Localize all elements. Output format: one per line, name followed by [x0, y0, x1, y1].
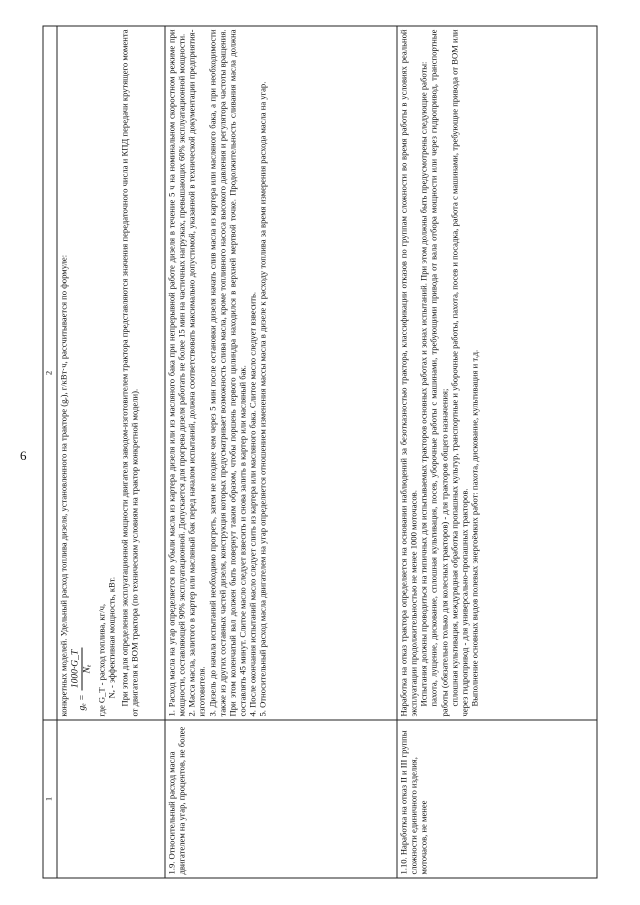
table-row [397, 26, 597, 878]
row0-right-cell [57, 26, 165, 720]
row1-p1: 1. Расход масла на угар определяется по убыли масла из картера дизеля или из масляного бака при непрерывной работе дизеля в течение 5 ч на номинальном скоростном режиме при мощности, составляющей 90% эксплуатационной. Допускается для прогрева дизеля работать не более 15 мин на частичных нагрузках, превышающих 60% эксплуатационной мощности. [166, 29, 187, 717]
rotated-page-content [43, 26, 598, 879]
row0-left-cell [57, 720, 165, 878]
row1-right-cell [165, 26, 397, 720]
header-col2: 2 [43, 26, 57, 720]
row2-p2: Испытания должны проводиться на типичных для испытываемых тракторов основных работах и зонах испытаний. При этом должны быть предусмотрены следующие работы: [418, 61, 429, 707]
row0-intro: конкретных моделей. Удельный расход топлива дизеля, установленного на тракторе (gₑ), г/кВт·ч, рассчитывается по формуле: [58, 254, 69, 717]
row2-p4: сплошная культивация, междурядная обработка пропашных культур, транспортные и уборочные работы, пахота, посев и посадка, работа с машинами, требующие привода от ВОМ или через гидропривод - для универсально-пропашных тракторов. [449, 29, 470, 717]
table-row [165, 26, 397, 878]
formula-lhs: gₑ = [77, 694, 88, 711]
row0-where2: Nₑ - эффективная мощность, кВт. [106, 576, 117, 699]
row0-note: При этом для определения эксплуатационной мощности двигателя заводом-изготовителем трактора представляются значения передаточного числа и КПД передачи крутящего момента от двигателя к ВОМ трактора (по техническим условиям на трактор конкретной модели). [119, 29, 140, 717]
row0-where1: где G_T - расход топлива, кг/ч, [96, 603, 107, 717]
table-header-row [43, 26, 57, 878]
row2-p5: Выполнение основных видов полевых энергоёмких работ: пахота, дискование, культивация и т.д. [469, 349, 480, 707]
row2-p3: пахота, лущение, дискование, сплошная культивация, посев, уборочные работы с машинами, требующими привода от вала отбора мощности или через гидропривод, транспортные работы (обязательно только для колесных тракторов) - для тракторов общего назначения; [428, 29, 450, 717]
header-col1: 1 [43, 720, 57, 878]
formula-denominator: Nₑ [82, 664, 93, 674]
table-row [57, 26, 165, 878]
row2-left-cell: 1.10. Наработка на отказ II и III группы сложности единичного изделия, моточасов, не менее [397, 720, 597, 878]
fuel-formula [71, 30, 94, 711]
row1-p4: 4. После окончания испытаний масло следует слить из картера или масляного бака. Слитое масло следует взвесить. [247, 291, 258, 717]
row1-left-cell: 1.9. Относительный расход масла двигателем на угар, процентов, не более [165, 720, 397, 878]
requirements-table [43, 26, 598, 879]
row1-p2: 2. Масса масла, залитого в картер или масляный бак перед началом испытаний, должна соответствовать максимально допустимой, указанной в технической документации предприятия-изготовителя. [186, 29, 207, 717]
formula-fraction [71, 648, 94, 690]
row1-p5: 5. Относительный расход масла двигателем на угар определяется отношением изменения массы масла в дизеле к расходу топлива за время измерения расхода масла на угар. [257, 81, 268, 717]
page-number: 6 [20, 448, 27, 463]
row2-p1: Наработка на отказ трактора определяется на основании наблюдений за безотказностью трактора, классификации отказов по группам сложности во время работы в условиях реальной эксплуатации продолжительностью не менее 1000 моточасов. [398, 29, 419, 717]
row1-p3: 3. Дизель до начала испытаний необходимо прогреть, затем не позднее чем через 5 мин после остановки дизеля начать слив масла из картера или масляного бака, а при необходимости также из других составных частей дизеля, конструкция которых предусматривает возможность слива масла, кроме топливного насоса высокого давления и регулятора частоты вращения. При этом коленчатый вал должен быть повернут таким образом, чтобы поршень первого цилиндра находился в верхней мертвой точке. Продолжительность сливания масла должна составлять 45 минут. Слитое масло следует взвесить и снова залить в картер или масляный бак. [207, 29, 248, 717]
formula-numerator: 1000·G_T [71, 648, 83, 690]
row2-right-cell [397, 26, 597, 720]
